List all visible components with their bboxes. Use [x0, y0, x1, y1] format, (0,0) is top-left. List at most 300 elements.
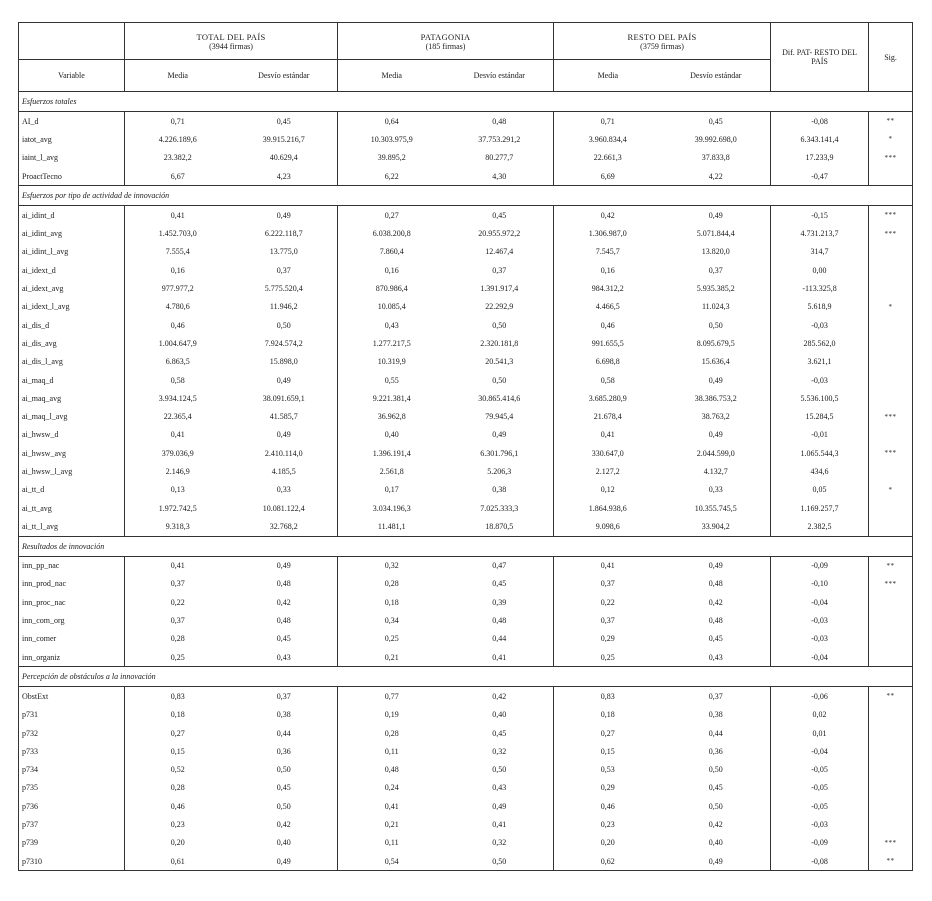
diff-cell: -0,04: [771, 648, 869, 667]
media-cell: 11.481,1: [338, 517, 446, 536]
desvio-cell: 0,50: [708, 765, 723, 775]
media-cell: 0,22: [125, 593, 231, 611]
media-cell: 0,37: [125, 611, 231, 629]
media-cell: 6,22: [338, 167, 446, 186]
desvio-cell: 0,48: [276, 579, 291, 589]
desvio-cell: 0,47: [446, 556, 554, 575]
table-row: [19, 334, 913, 352]
media-cell: 870.986,4: [338, 279, 446, 297]
diff-cell: -0,08: [771, 112, 869, 131]
diff-cell: -0,03: [771, 611, 869, 629]
desvio-cell: 2.320.181,8: [480, 338, 519, 348]
desvio-cell: 0,41: [492, 820, 507, 830]
desvio-cell: 0,41: [492, 652, 507, 662]
desvio-cell: 0,45: [662, 112, 771, 131]
table-row: [19, 426, 913, 444]
media-cell: 0,71: [125, 112, 231, 131]
sig-cell: **: [869, 852, 913, 871]
desvio-cell: 0,40: [492, 710, 507, 720]
desvio-cell: 0,49: [708, 856, 723, 866]
table-row: [19, 462, 913, 480]
desvio-cell: 20.541,3: [485, 357, 514, 367]
diff-cell: 17.233,9: [771, 149, 869, 167]
desvio-cell: 4.185,5: [271, 466, 296, 476]
table-body: [19, 92, 913, 871]
desvio-cell: 5.935.385,2: [696, 284, 735, 294]
desvio-cell: 0,40: [708, 838, 723, 848]
desvio-cell: 0,44: [708, 728, 723, 738]
table-row: [19, 206, 913, 225]
desvio-cell: 0,48: [708, 579, 723, 589]
sig-cell: ***: [869, 575, 913, 593]
media-cell: 0,55: [338, 371, 446, 389]
desvio-cell: 0,37: [662, 687, 771, 706]
desvio-cell: 0,38: [276, 710, 291, 720]
sig-cell: [869, 724, 913, 742]
desvio-cell: 0,50: [276, 801, 291, 811]
variable-cell: p735: [19, 779, 125, 797]
diff-cell: 0,02: [771, 706, 869, 724]
sig-cell: [869, 706, 913, 724]
variable-cell: ai_tt_d: [19, 481, 125, 499]
section-header-row: [19, 667, 913, 687]
variable-cell: ai_dis_avg: [19, 334, 125, 352]
media-cell: 984.312,2: [554, 279, 662, 297]
desvio-cell: 0,50: [276, 765, 291, 775]
diff-cell: 6.343.141,4: [771, 130, 869, 148]
diff-cell: 1.065.544,3: [771, 444, 869, 462]
header-diff: Dif. PAT- RESTO DEL PAÍS: [771, 23, 869, 92]
media-cell: 6,69: [554, 167, 662, 186]
media-cell: 10.319,9: [338, 353, 446, 371]
table-row: [19, 761, 913, 779]
desvio-cell: 10.081.122,4: [262, 503, 305, 513]
statistics-table: [18, 22, 913, 871]
desvio-cell: 0,44: [492, 634, 507, 644]
media-cell: 1.452.703,0: [125, 224, 231, 242]
media-cell: 0,58: [554, 371, 662, 389]
table-row: [19, 261, 913, 279]
desvio-cell: 0,50: [708, 320, 723, 330]
group-subtitle: (185 firmas): [425, 41, 466, 51]
desvio-cell: 0,37: [708, 265, 723, 275]
desvio-cell: 5.071.844,4: [696, 229, 735, 239]
media-cell: 0,21: [338, 648, 446, 667]
diff-cell: 314,7: [771, 243, 869, 261]
desvio-cell: 0,45: [231, 112, 338, 131]
sig-cell: ***: [869, 444, 913, 462]
media-cell: 9.318,3: [125, 517, 231, 536]
diff-cell: 15.284,5: [771, 407, 869, 425]
diff-cell: 2.382,5: [771, 517, 869, 536]
desvio-cell: 13.820,0: [701, 247, 730, 257]
diff-cell: -0,47: [771, 167, 869, 186]
variable-cell: AI_d: [19, 112, 125, 131]
media-cell: 7.555,4: [125, 243, 231, 261]
media-cell: 3.034.196,3: [338, 499, 446, 517]
sig-cell: [869, 761, 913, 779]
table-row: [19, 112, 913, 131]
desvio-cell: 0,37: [231, 687, 338, 706]
desvio-cell: 40.629,4: [269, 153, 298, 163]
desvio-cell: 0,50: [492, 856, 507, 866]
sig-cell: [869, 389, 913, 407]
desvio-cell: 7.924.574,2: [264, 338, 303, 348]
diff-cell: -0,03: [771, 316, 869, 334]
variable-cell: ai_maq_l_avg: [19, 407, 125, 425]
header-media: Media: [554, 60, 662, 92]
table-row: [19, 149, 913, 167]
header-media: Media: [125, 60, 231, 92]
media-cell: 0,58: [125, 371, 231, 389]
table-row: [19, 852, 913, 871]
sig-cell: **: [869, 556, 913, 575]
header-sig: Sig.: [869, 23, 913, 92]
table-row: [19, 298, 913, 316]
variable-cell: p733: [19, 742, 125, 760]
header-blank: [19, 23, 125, 60]
media-cell: 0,41: [125, 426, 231, 444]
sig-cell: [869, 815, 913, 833]
sig-cell: ***: [869, 149, 913, 167]
media-cell: 0,83: [125, 687, 231, 706]
diff-cell: -0,09: [771, 556, 869, 575]
diff-cell: 0,01: [771, 724, 869, 742]
desvio-cell: 4,30: [492, 171, 507, 181]
table-row: [19, 556, 913, 575]
variable-cell: p736: [19, 797, 125, 815]
sig-cell: [869, 353, 913, 371]
sig-cell: [869, 167, 913, 186]
media-cell: 6.698,8: [554, 353, 662, 371]
desvio-cell: 6.301.796,1: [480, 448, 519, 458]
media-cell: 2.127,2: [554, 462, 662, 480]
desvio-cell: 2.044.599,0: [696, 448, 735, 458]
media-cell: 0,28: [125, 630, 231, 648]
diff-cell: 0,00: [771, 261, 869, 279]
variable-cell: inn_organiz: [19, 648, 125, 667]
desvio-cell: 0,48: [708, 616, 723, 626]
media-cell: 1.004.647,9: [125, 334, 231, 352]
media-cell: 0,29: [554, 779, 662, 797]
sig-cell: [869, 779, 913, 797]
table-row: [19, 499, 913, 517]
media-cell: 0,18: [125, 706, 231, 724]
media-cell: 0,29: [554, 630, 662, 648]
desvio-cell: 38.763,2: [701, 412, 730, 422]
desvio-cell: 0,49: [492, 430, 507, 440]
desvio-cell: 0,43: [492, 783, 507, 793]
desvio-cell: 0,45: [492, 579, 507, 589]
media-cell: 0,25: [338, 630, 446, 648]
desvio-cell: 0,33: [276, 485, 291, 495]
media-cell: 0,37: [125, 575, 231, 593]
variable-cell: inn_com_org: [19, 611, 125, 629]
media-cell: 0,24: [338, 779, 446, 797]
variable-cell: p739: [19, 834, 125, 852]
group-title: PATAGONIA: [420, 31, 471, 42]
desvio-cell: 0,49: [276, 430, 291, 440]
media-cell: 36.962,8: [338, 407, 446, 425]
desvio-cell: 0,42: [708, 820, 723, 830]
header-desvio: Desvío estándar: [231, 60, 338, 92]
group-subtitle: (3759 firmas): [640, 41, 684, 51]
media-cell: 0,43: [338, 316, 446, 334]
desvio-cell: 0,37: [492, 265, 507, 275]
section-title: Esfuerzos totales: [19, 92, 913, 112]
media-cell: 0,46: [554, 316, 662, 334]
desvio-cell: 0,50: [492, 765, 507, 775]
desvio-cell: 0,36: [708, 746, 723, 756]
sig-cell: [869, 426, 913, 444]
table-row: [19, 353, 913, 371]
desvio-cell: 7.025.333,3: [480, 503, 519, 513]
variable-cell: inn_pp_nac: [19, 556, 125, 575]
desvio-cell: 80.277,7: [485, 153, 514, 163]
table-row: [19, 724, 913, 742]
table-row: [19, 517, 913, 536]
media-cell: 0,23: [554, 815, 662, 833]
variable-cell: ai_idint_avg: [19, 224, 125, 242]
media-cell: 0,83: [554, 687, 662, 706]
desvio-cell: 0,48: [446, 112, 554, 131]
media-cell: 0,27: [125, 724, 231, 742]
variable-cell: ai_dis_l_avg: [19, 353, 125, 371]
section-header-row: [19, 536, 913, 556]
desvio-cell: 1.391.917,4: [480, 284, 519, 294]
table-row: [19, 648, 913, 667]
variable-cell: ai_idint_l_avg: [19, 243, 125, 261]
media-cell: 0,20: [125, 834, 231, 852]
media-cell: 1.306.987,0: [554, 224, 662, 242]
diff-cell: -0,10: [771, 575, 869, 593]
table-row: [19, 575, 913, 593]
variable-cell: inn_comer: [19, 630, 125, 648]
table-row: [19, 630, 913, 648]
media-cell: 0,15: [554, 742, 662, 760]
media-cell: 21.678,4: [554, 407, 662, 425]
desvio-cell: 0,38: [492, 485, 507, 495]
media-cell: 0,61: [125, 852, 231, 871]
desvio-cell: 5.206,3: [487, 466, 512, 476]
desvio-cell: 0,40: [276, 838, 291, 848]
table-row: [19, 611, 913, 629]
variable-cell: inn_proc_nac: [19, 593, 125, 611]
diff-cell: 5.536.100,5: [771, 389, 869, 407]
diff-cell: 5.618,9: [771, 298, 869, 316]
media-cell: 0,48: [338, 761, 446, 779]
variable-cell: ObstExt: [19, 687, 125, 706]
media-cell: 9.221.381,4: [338, 389, 446, 407]
variable-cell: p732: [19, 724, 125, 742]
media-cell: 0,34: [338, 611, 446, 629]
desvio-cell: 39.992.698,0: [694, 134, 737, 144]
media-cell: 379.036,9: [125, 444, 231, 462]
sig-cell: [869, 630, 913, 648]
section-header-row: [19, 186, 913, 206]
table-row: [19, 742, 913, 760]
media-cell: 0,62: [554, 852, 662, 871]
media-cell: 0,28: [338, 575, 446, 593]
sig-cell: *: [869, 130, 913, 148]
desvio-cell: 0,49: [662, 556, 771, 575]
media-cell: 991.655,5: [554, 334, 662, 352]
media-cell: 0,25: [125, 648, 231, 667]
sig-cell: [869, 261, 913, 279]
media-cell: 2.561,8: [338, 462, 446, 480]
media-cell: 0,52: [125, 761, 231, 779]
variable-cell: ai_idext_l_avg: [19, 298, 125, 316]
sig-cell: **: [869, 112, 913, 131]
desvio-cell: 6.222.118,7: [264, 229, 303, 239]
media-cell: 4.226.189,6: [125, 130, 231, 148]
media-cell: 0,46: [554, 797, 662, 815]
media-cell: 0,37: [554, 611, 662, 629]
desvio-cell: 0,42: [708, 597, 723, 607]
variable-cell: ai_tt_avg: [19, 499, 125, 517]
variable-cell: ai_hwsw_d: [19, 426, 125, 444]
desvio-cell: 13.775,0: [269, 247, 298, 257]
table-row: [19, 706, 913, 724]
desvio-cell: 4.132,7: [703, 466, 728, 476]
sig-cell: ***: [869, 834, 913, 852]
desvio-cell: 0,48: [492, 616, 507, 626]
desvio-cell: 37.833,8: [701, 153, 730, 163]
media-cell: 0,53: [554, 761, 662, 779]
media-cell: 0,54: [338, 852, 446, 871]
desvio-cell: 0,49: [276, 375, 291, 385]
desvio-cell: 0,49: [708, 430, 723, 440]
desvio-cell: 0,42: [276, 820, 291, 830]
desvio-cell: 37.753.291,2: [478, 134, 521, 144]
media-cell: 6,67: [125, 167, 231, 186]
media-cell: 0,28: [125, 779, 231, 797]
variable-cell: inn_prod_nac: [19, 575, 125, 593]
variable-cell: ai_maq_d: [19, 371, 125, 389]
media-cell: 0,64: [338, 112, 446, 131]
diff-cell: 0,05: [771, 481, 869, 499]
diff-cell: -0,04: [771, 742, 869, 760]
media-cell: 1.864.938,6: [554, 499, 662, 517]
desvio-cell: 20.955.972,2: [478, 229, 521, 239]
media-cell: 0,42: [554, 206, 662, 225]
header-desvio: Desvío estándar: [662, 60, 771, 92]
sig-cell: [869, 334, 913, 352]
media-cell: 22.365,4: [125, 407, 231, 425]
media-cell: 0,17: [338, 481, 446, 499]
sig-cell: ***: [869, 206, 913, 225]
media-cell: 4.780,6: [125, 298, 231, 316]
media-cell: 3.685.280,9: [554, 389, 662, 407]
diff-cell: 434,6: [771, 462, 869, 480]
media-cell: 0,12: [554, 481, 662, 499]
desvio-cell: 0,32: [492, 746, 507, 756]
media-cell: 0,20: [554, 834, 662, 852]
media-cell: 0,41: [554, 426, 662, 444]
variable-cell: ai_dis_d: [19, 316, 125, 334]
media-cell: 0,27: [554, 724, 662, 742]
variable-cell: p737: [19, 815, 125, 833]
desvio-cell: 0,37: [276, 265, 291, 275]
media-cell: 0,11: [338, 834, 446, 852]
group-subtitle: (3944 firmas): [209, 41, 253, 51]
desvio-cell: 33.904,2: [701, 521, 730, 531]
desvio-cell: 4,22: [708, 171, 723, 181]
desvio-cell: 0,36: [276, 746, 291, 756]
diff-cell: -0,01: [771, 426, 869, 444]
desvio-cell: 0,50: [708, 801, 723, 811]
table-row: [19, 224, 913, 242]
diff-cell: -0,05: [771, 779, 869, 797]
section-title: Resultados de innovación: [19, 536, 913, 556]
media-cell: 39.895,2: [338, 149, 446, 167]
desvio-cell: 0,45: [276, 783, 291, 793]
variable-cell: ai_maq_avg: [19, 389, 125, 407]
table-row: [19, 389, 913, 407]
desvio-cell: 0,33: [708, 485, 723, 495]
media-cell: 1.972.742,5: [125, 499, 231, 517]
desvio-cell: 4,23: [276, 171, 291, 181]
sig-cell: ***: [869, 224, 913, 242]
media-cell: 0,16: [125, 261, 231, 279]
sig-cell: [869, 499, 913, 517]
sig-cell: *: [869, 298, 913, 316]
variable-cell: ai_hwsw_avg: [19, 444, 125, 462]
media-cell: 0,22: [554, 593, 662, 611]
media-cell: 0,46: [125, 316, 231, 334]
sig-cell: *: [869, 481, 913, 499]
table-row: [19, 815, 913, 833]
media-cell: 0,46: [125, 797, 231, 815]
desvio-cell: 10.355.745,5: [694, 503, 737, 513]
diff-cell: -0,04: [771, 593, 869, 611]
media-cell: 6.863,5: [125, 353, 231, 371]
group-title: TOTAL DEL PAÍS: [196, 31, 266, 42]
media-cell: 0,41: [125, 206, 231, 225]
sig-cell: **: [869, 687, 913, 706]
media-cell: 0,18: [554, 706, 662, 724]
desvio-cell: 0,42: [446, 687, 554, 706]
header-group-patagonia: [338, 23, 554, 60]
media-cell: 0,18: [338, 593, 446, 611]
sig-cell: [869, 797, 913, 815]
desvio-cell: 79.945,4: [485, 412, 514, 422]
media-cell: 0,71: [554, 112, 662, 131]
variable-cell: iatot_avg: [19, 130, 125, 148]
media-cell: 1.277.217,5: [338, 334, 446, 352]
desvio-cell: 0,32: [492, 838, 507, 848]
desvio-cell: 0,50: [492, 320, 507, 330]
media-cell: 0,40: [338, 426, 446, 444]
media-cell: 0,21: [338, 815, 446, 833]
desvio-cell: 15.898,0: [269, 357, 298, 367]
media-cell: 0,13: [125, 481, 231, 499]
sig-cell: [869, 316, 913, 334]
diff-cell: -0,05: [771, 797, 869, 815]
diff-cell: 3.621,1: [771, 353, 869, 371]
desvio-cell: 18.870,5: [485, 521, 514, 531]
header-media: Media: [338, 60, 446, 92]
table-row: [19, 797, 913, 815]
diff-cell: 285.562,0: [771, 334, 869, 352]
diff-cell: -0,03: [771, 371, 869, 389]
desvio-cell: 0,49: [276, 856, 291, 866]
media-cell: 7.545,7: [554, 243, 662, 261]
desvio-cell: 0,45: [446, 206, 554, 225]
desvio-cell: 5.775.520,4: [264, 284, 303, 294]
desvio-cell: 0,49: [231, 556, 338, 575]
desvio-cell: 0,50: [492, 375, 507, 385]
